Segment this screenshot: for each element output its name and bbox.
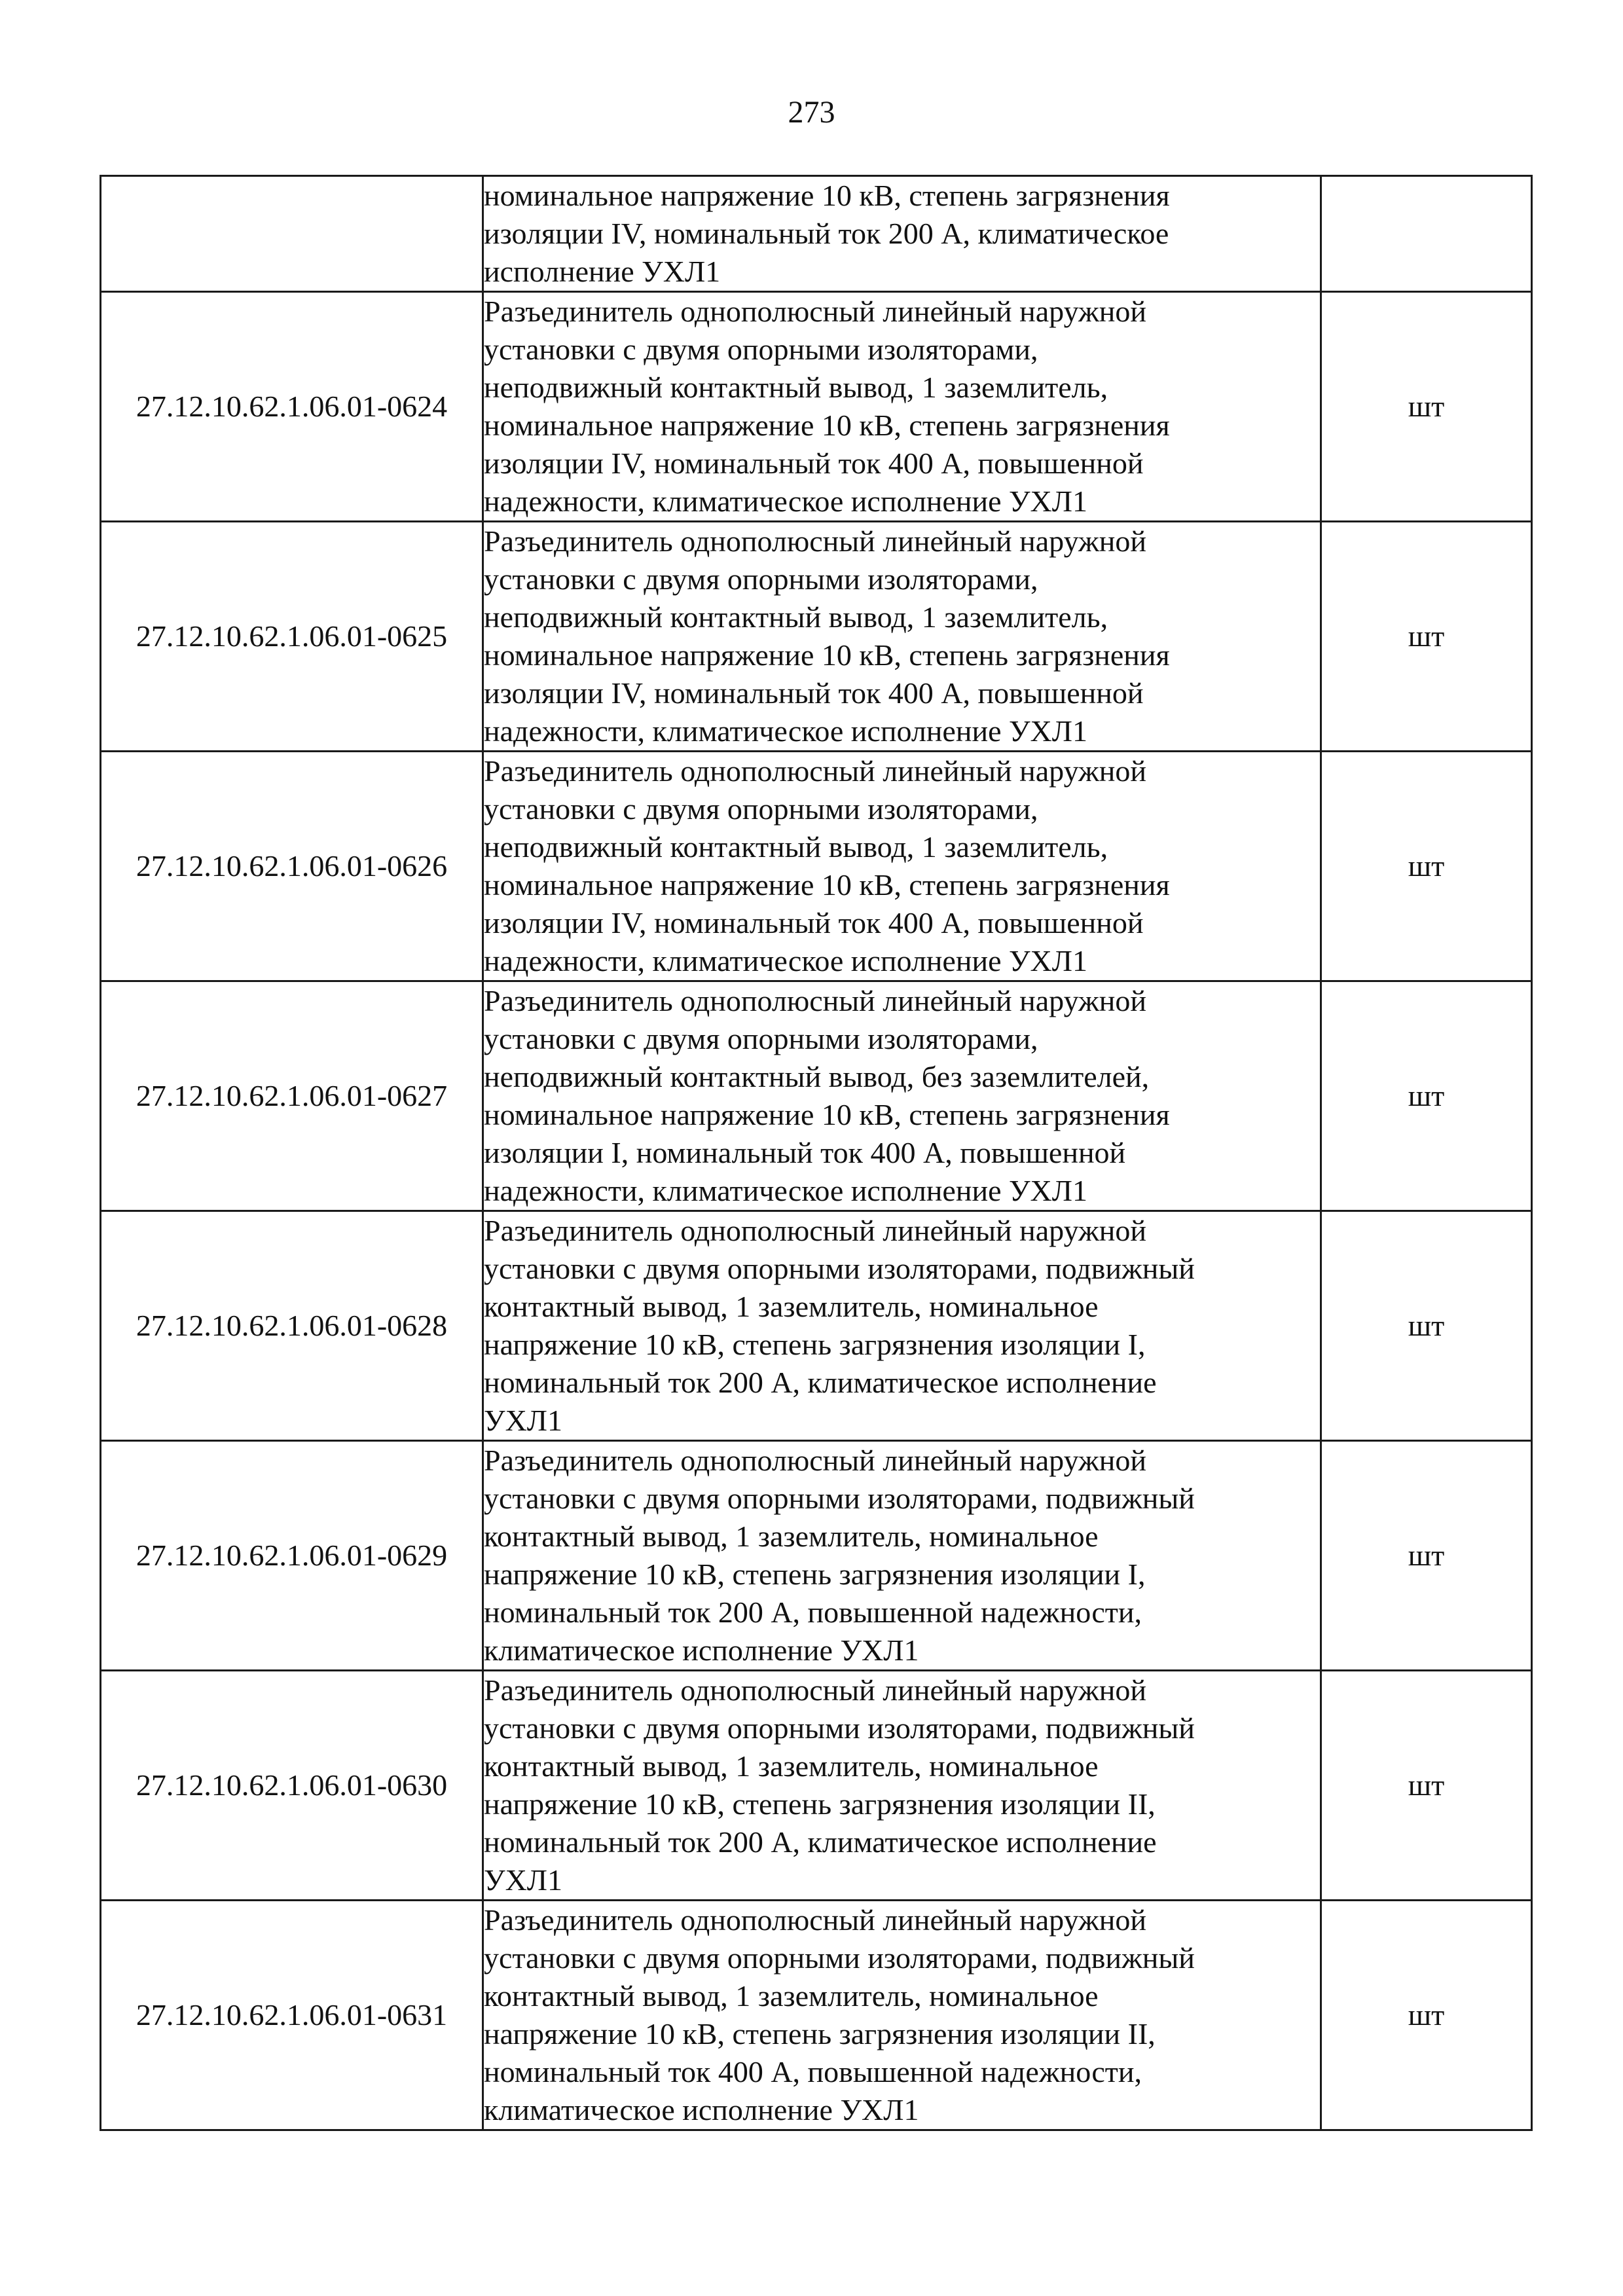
- item-description-cell: [483, 1671, 1321, 1901]
- description-line: Разъединитель однополюсный линейный наружной: [484, 524, 1146, 558]
- table-row: [101, 981, 1532, 1211]
- description-line: неподвижный контактный вывод, 1 заземлитель,: [484, 371, 1108, 404]
- unit-cell: шт: [1321, 1441, 1532, 1671]
- description-line: Разъединитель однополюсный линейный наружной: [484, 295, 1146, 328]
- description-line: номинальное напряжение 10 кВ, степень загрязнения: [484, 179, 1170, 212]
- description-line: номинальный ток 200 А, климатическое исполнение: [484, 1825, 1157, 1859]
- page-number: 273: [788, 95, 835, 130]
- unit-cell: шт: [1321, 981, 1532, 1211]
- description-line: установки с двумя опорными изоляторами, подвижный: [484, 1252, 1195, 1285]
- description-line: изоляции IV, номинальный ток 200 А, климатическое: [484, 217, 1169, 250]
- table-row: [101, 1901, 1532, 2130]
- description-line: номинальное напряжение 10 кВ, степень загрязнения: [484, 409, 1170, 442]
- description-line: установки с двумя опорными изоляторами,: [484, 792, 1038, 826]
- unit-cell: [1321, 176, 1532, 292]
- description-line: номинальный ток 200 А, повышенной надежности,: [484, 1595, 1142, 1629]
- description-line: контактный вывод, 1 заземлитель, номинальное: [484, 1979, 1099, 2013]
- description-line: неподвижный контактный вывод, 1 заземлитель,: [484, 600, 1108, 634]
- description-line: надежности, климатическое исполнение УХЛ1: [484, 714, 1087, 748]
- description-line: контактный вывод, 1 заземлитель, номинальное: [484, 1749, 1099, 1783]
- description-line: надежности, климатическое исполнение УХЛ1: [484, 484, 1087, 518]
- item-description-cell: [483, 981, 1321, 1211]
- item-description-cell: [483, 1901, 1321, 2130]
- description-line: установки с двумя опорными изоляторами, подвижный: [484, 1941, 1195, 1975]
- description-line: Разъединитель однополюсный линейный наружной: [484, 1903, 1146, 1937]
- description-line: неподвижный контактный вывод, 1 заземлитель,: [484, 830, 1108, 864]
- table-row: [101, 292, 1532, 522]
- description-line: установки с двумя опорными изоляторами,: [484, 333, 1038, 366]
- description-line: напряжение 10 кВ, степень загрязнения изоляции I,: [484, 1558, 1146, 1591]
- description-line: УХЛ1: [484, 1404, 562, 1437]
- item-description-cell: [483, 522, 1321, 752]
- description-line: номинальное напряжение 10 кВ, степень загрязнения: [484, 868, 1170, 902]
- description-line: напряжение 10 кВ, степень загрязнения изоляции I,: [484, 1328, 1146, 1361]
- description-line: контактный вывод, 1 заземлитель, номинальное: [484, 1290, 1099, 1323]
- unit-cell: шт: [1321, 522, 1532, 752]
- table-row: [101, 522, 1532, 752]
- table-row: [101, 1671, 1532, 1901]
- description-line: установки с двумя опорными изоляторами, подвижный: [484, 1711, 1195, 1745]
- unit-cell: шт: [1321, 292, 1532, 522]
- description-line: надежности, климатическое исполнение УХЛ1: [484, 1174, 1087, 1207]
- description-line: неподвижный контактный вывод, без заземлителей,: [484, 1060, 1150, 1093]
- description-line: климатическое исполнение УХЛ1: [484, 1633, 919, 1667]
- item-code-cell: 27.12.10.62.1.06.01-0624: [101, 292, 483, 522]
- description-line: напряжение 10 кВ, степень загрязнения изоляции II,: [484, 1787, 1156, 1821]
- item-description-cell: [483, 292, 1321, 522]
- table-row: [101, 1211, 1532, 1441]
- item-code-cell: 27.12.10.62.1.06.01-0627: [101, 981, 483, 1211]
- specification-table: [100, 175, 1533, 2131]
- description-line: Разъединитель однополюсный линейный наружной: [484, 984, 1146, 1017]
- description-line: Разъединитель однополюсный линейный наружной: [484, 1214, 1146, 1247]
- unit-cell: шт: [1321, 1211, 1532, 1441]
- description-line: изоляции IV, номинальный ток 400 А, повышенной: [484, 676, 1144, 710]
- description-line: УХЛ1: [484, 1863, 562, 1897]
- item-code-cell: 27.12.10.62.1.06.01-0630: [101, 1671, 483, 1901]
- item-code-cell: 27.12.10.62.1.06.01-0631: [101, 1901, 483, 2130]
- description-line: установки с двумя опорными изоляторами,: [484, 1022, 1038, 1055]
- description-line: номинальный ток 400 А, повышенной надежности,: [484, 2055, 1142, 2088]
- table-row: [101, 752, 1532, 981]
- description-line: исполнение УХЛ1: [484, 255, 721, 288]
- description-line: климатическое исполнение УХЛ1: [484, 2093, 919, 2126]
- item-description-cell: [483, 1211, 1321, 1441]
- unit-cell: шт: [1321, 752, 1532, 981]
- table-row: [101, 1441, 1532, 1671]
- description-line: изоляции IV, номинальный ток 400 А, повышенной: [484, 446, 1144, 480]
- description-line: изоляции I, номинальный ток 400 А, повышенной: [484, 1136, 1126, 1169]
- table-row: [101, 176, 1532, 292]
- item-code-cell: 27.12.10.62.1.06.01-0629: [101, 1441, 483, 1671]
- description-line: надежности, климатическое исполнение УХЛ1: [484, 944, 1087, 977]
- description-line: номинальное напряжение 10 кВ, степень загрязнения: [484, 1098, 1170, 1131]
- specification-table-body: [101, 176, 1532, 2130]
- description-line: номинальное напряжение 10 кВ, степень загрязнения: [484, 638, 1170, 672]
- description-line: Разъединитель однополюсный линейный наружной: [484, 1444, 1146, 1477]
- description-line: контактный вывод, 1 заземлитель, номинальное: [484, 1520, 1099, 1553]
- description-line: установки с двумя опорными изоляторами,: [484, 562, 1038, 596]
- item-description-cell: [483, 1441, 1321, 1671]
- item-code-cell: [101, 176, 483, 292]
- description-line: установки с двумя опорными изоляторами, подвижный: [484, 1482, 1195, 1515]
- description-line: изоляции IV, номинальный ток 400 А, повышенной: [484, 906, 1144, 939]
- item-description-cell: [483, 752, 1321, 981]
- description-line: номинальный ток 200 А, климатическое исполнение: [484, 1366, 1157, 1399]
- description-line: Разъединитель однополюсный линейный наружной: [484, 754, 1146, 788]
- description-line: напряжение 10 кВ, степень загрязнения изоляции II,: [484, 2017, 1156, 2050]
- item-description-cell: [483, 176, 1321, 292]
- unit-cell: шт: [1321, 1671, 1532, 1901]
- unit-cell: шт: [1321, 1901, 1532, 2130]
- item-code-cell: 27.12.10.62.1.06.01-0628: [101, 1211, 483, 1441]
- item-code-cell: 27.12.10.62.1.06.01-0625: [101, 522, 483, 752]
- item-code-cell: 27.12.10.62.1.06.01-0626: [101, 752, 483, 981]
- description-line: Разъединитель однополюсный линейный наружной: [484, 1673, 1146, 1707]
